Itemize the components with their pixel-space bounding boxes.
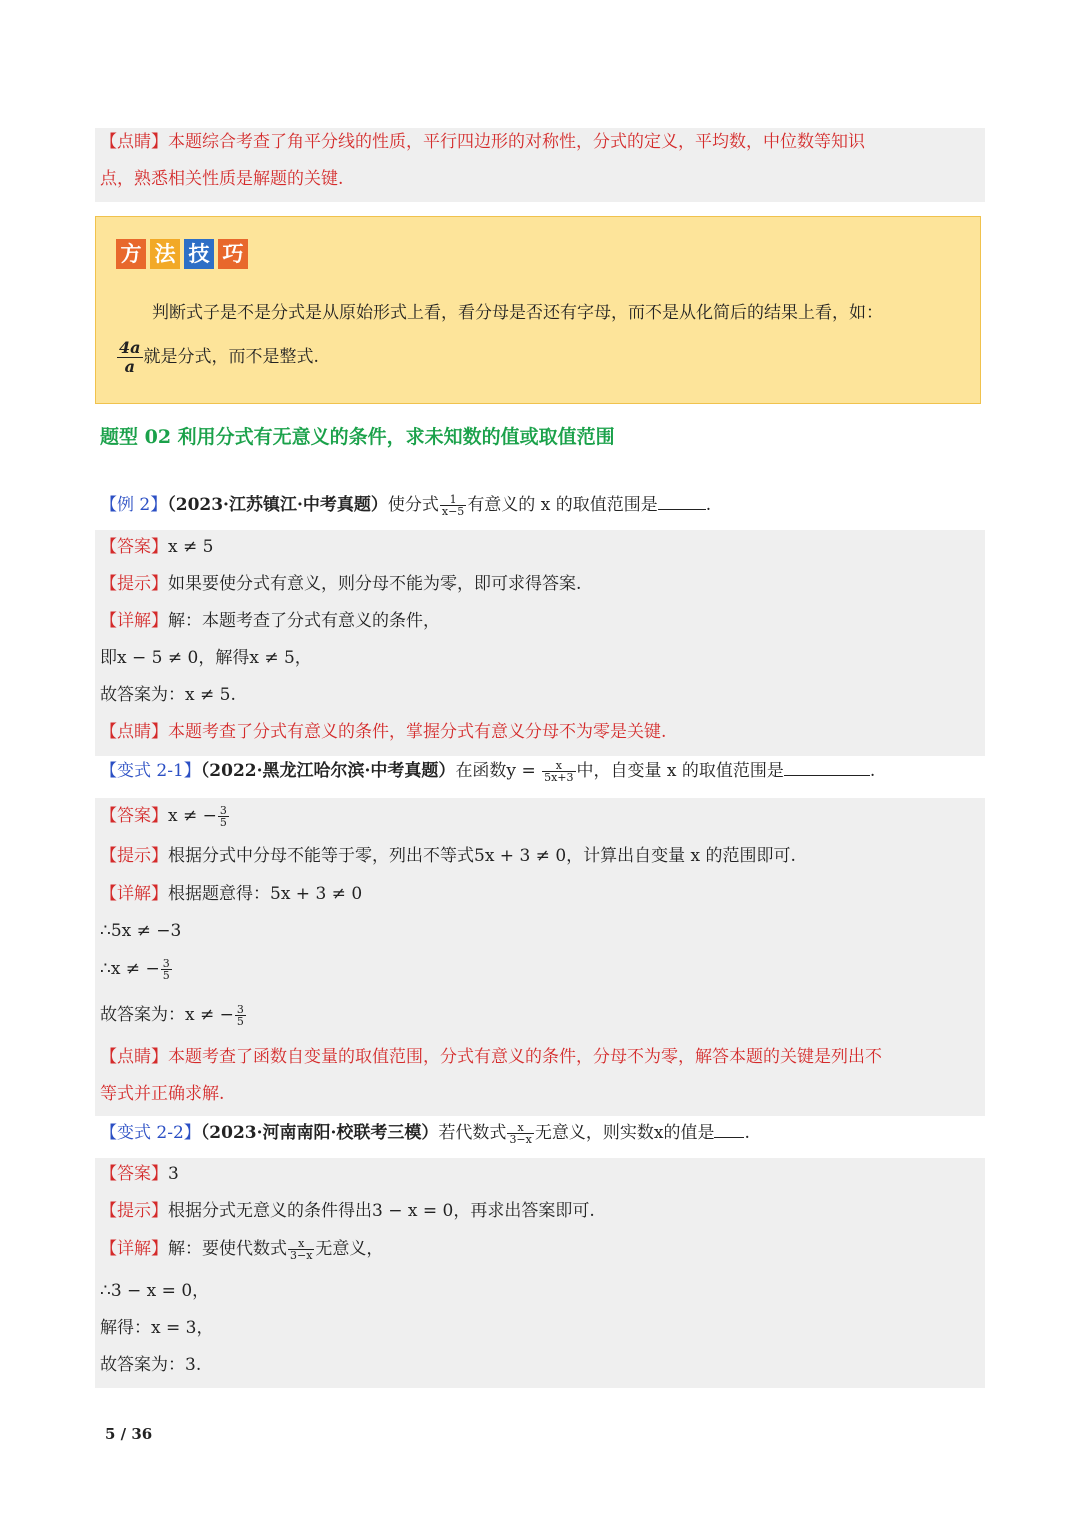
answer-blank (714, 1136, 744, 1138)
tip-badge-char: 技 (184, 239, 214, 269)
variant21-detail: 【详解】根据题意得：5x + 3 ≠ 0 (100, 884, 363, 904)
variant21-hint: 【提示】根据分式中分母不能等于零，列出不等式5x + 3 ≠ 0，计算出自变量 x 的范围即可. (100, 846, 796, 866)
variant22-question: 【变式 2-2】（2023·河南南阳·校联考三模）若代数式 $\frac{x}{3-x}$ 无意义，则实数x的值是 . (100, 1121, 750, 1146)
example2-answer: 【答案】x ≠ 5 (100, 537, 214, 557)
tip-badge-char: 巧 (218, 239, 248, 269)
top-dianjing-line2: 点，熟悉相关性质是解题的关键. (100, 169, 344, 189)
example2-detail: 【详解】解：本题考查了分式有意义的条件， (100, 611, 440, 631)
fraction: $\frac{x}{3-x}$ (290, 1237, 313, 1262)
tip-badge-char: 方 (116, 239, 146, 269)
variant21-dianjing-line1: 【点睛】本题考查了函数自变量的取值范围，分式有意义的条件，分母不为零，解答本题的关键是列出不 (100, 1047, 882, 1067)
example2-step: 即x − 5 ≠ 0，解得x ≠ 5， (100, 648, 312, 668)
variant21-question: 【变式 2-1】（2022·黑龙江哈尔滨·中考真题）在函数y = $\frac{x}{5x+3}$ 中，自变量 x 的取值范围是 . (100, 759, 876, 784)
fraction: $\frac{1}{x-5}$ (441, 493, 465, 518)
fraction: $\frac{x}{3-x}$ (509, 1121, 532, 1146)
example2-hint: 【提示】如果要使分式有意义，则分母不能为零，即可求得答案. (100, 574, 582, 594)
variant22-step: 解得：x = 3， (100, 1318, 214, 1338)
variant22-hint: 【提示】根据分式无意义的条件得出3 − x = 0，再求出答案即可. (100, 1201, 595, 1221)
dianjing-tag: 【点睛】 (100, 132, 168, 152)
fraction: $\frac{x}{5x+3}$ (544, 759, 574, 784)
example2-dianjing: 【点睛】本题考查了分式有意义的条件，掌握分式有意义分母不为零是关键. (100, 722, 667, 742)
section-title: 题型 02 利用分式有无意义的条件，求未知数的值或取值范围 (100, 426, 615, 448)
method-tip-box (95, 216, 981, 404)
answer-blank (784, 774, 870, 776)
fraction: $\frac{3}{5}$ (236, 1003, 244, 1028)
tip-text-line2: $\frac{4a}{a}$ 就是分式，而不是整式. (119, 338, 319, 376)
top-dianjing-line1 (100, 131, 865, 153)
variant21-step: ∴x ≠ − $\frac{3}{5}$ (100, 957, 170, 982)
variant21-answer: 【答案】x ≠ − $\frac{3}{5}$ (100, 804, 227, 829)
fraction: $\frac{4a}{a}$ (119, 338, 141, 376)
variant21-dianjing-line2: 等式并正确求解. (100, 1084, 225, 1104)
variant22-detail: 【详解】解：要使代数式 $\frac{x}{3-x}$ 无意义， (100, 1237, 384, 1262)
variant22-step: 故答案为：3. (100, 1355, 202, 1375)
fraction: $\frac{3}{5}$ (162, 957, 170, 982)
variant21-step: 故答案为：x ≠ − $\frac{3}{5}$ (100, 1003, 244, 1028)
variant22-solution-block (95, 1158, 985, 1388)
variant22-answer: 【答案】3 (100, 1164, 179, 1184)
example2-question: 【例 2】（2023·江苏镇江·中考真题）使分式 $\frac{1}{x-5}$ 有意义的 x 的取值范围是 . (100, 493, 712, 518)
answer-blank (658, 508, 706, 510)
tip-text-line1: 判断式子是不是分式是从原始形式上看，看分母是否还有字母，而不是从化简后的结果上看，如： (152, 303, 883, 323)
tip-badge-char: 法 (150, 239, 180, 269)
fraction: $\frac{3}{5}$ (219, 804, 227, 829)
page-number: 5 / 36 (105, 1425, 153, 1443)
variant22-step: ∴3 − x = 0， (100, 1281, 210, 1301)
variant21-step: ∴5x ≠ −3 (100, 921, 182, 941)
dianjing-text: 本题综合考查了角平分线的性质，平行四边形的对称性，分式的定义，平均数，中位数等知识 (168, 132, 865, 152)
example2-step: 故答案为：x ≠ 5. (100, 685, 236, 705)
